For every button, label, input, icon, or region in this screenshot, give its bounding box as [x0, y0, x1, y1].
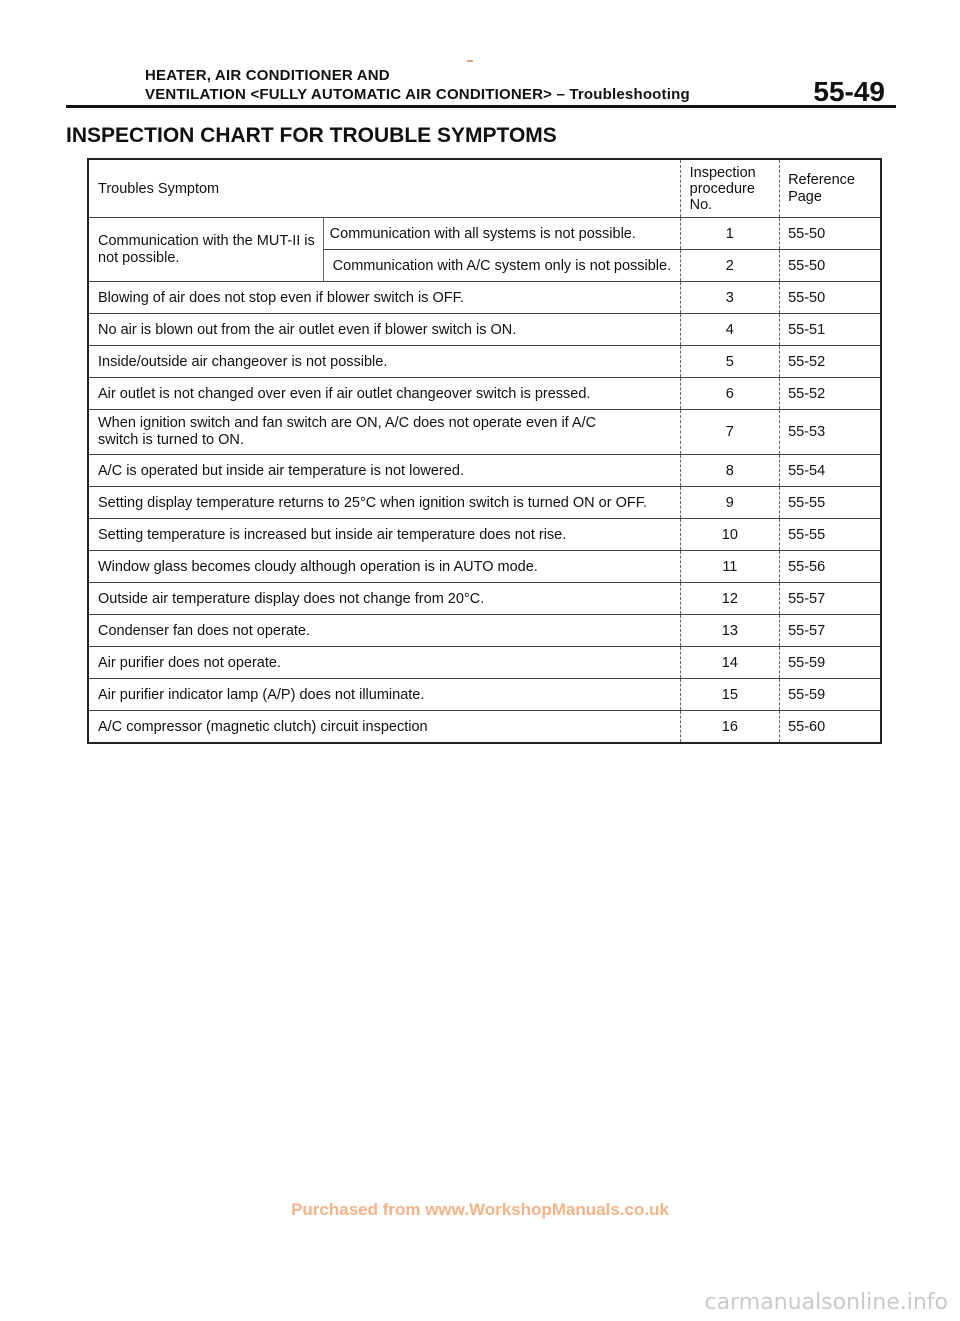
row-procedure: 8: [680, 455, 779, 487]
inspection-chart-table: [87, 158, 882, 744]
row-procedure: 1: [680, 218, 779, 250]
row-symptom: Air purifier indicator lamp (A/P) does not illuminate.: [88, 679, 680, 711]
row-procedure: 10: [680, 519, 779, 551]
row-symptom: No air is blown out from the air outlet even if blower switch is ON.: [88, 314, 680, 346]
row-reference: 55-55: [780, 519, 881, 551]
row-reference: 55-57: [780, 583, 881, 615]
row-symptom: A/C compressor (magnetic clutch) circuit inspection: [88, 711, 680, 744]
row-symptom: A/C is operated but inside air temperature is not lowered.: [88, 455, 680, 487]
row-reference: 55-50: [780, 250, 881, 282]
row-symptom: Outside air temperature display does not change from 20°C.: [88, 583, 680, 615]
print-mark: [467, 60, 473, 62]
table-row: [88, 378, 881, 410]
header-section-line2: VENTILATION <FULLY AUTOMATIC AIR CONDITIONER> – Troubleshooting: [145, 86, 690, 103]
table-row: [88, 314, 881, 346]
page-number: 55-49: [813, 76, 885, 107]
table-row: [88, 487, 881, 519]
row-procedure: 13: [680, 615, 779, 647]
row-procedure: 2: [680, 250, 779, 282]
row-symptom: Condenser fan does not operate.: [88, 615, 680, 647]
row-procedure: 14: [680, 647, 779, 679]
table-row: [88, 551, 881, 583]
row-symptom: Setting display temperature returns to 25°C when ignition switch is turned ON or OFF.: [88, 487, 680, 519]
row-symptom: Window glass becomes cloudy although operation is in AUTO mode.: [88, 551, 680, 583]
row-reference: 55-59: [780, 647, 881, 679]
header-rule: [66, 105, 896, 108]
row-procedure: 6: [680, 378, 779, 410]
row-symptom: Air outlet is not changed over even if air outlet changeover switch is pressed.: [88, 378, 680, 410]
table-row: [88, 218, 881, 250]
table-row: [88, 519, 881, 551]
row-symptom: Blowing of air does not stop even if blower switch is OFF.: [88, 282, 680, 314]
table-row: [88, 647, 881, 679]
row-symptom: Inside/outside air changeover is not possible.: [88, 346, 680, 378]
row-procedure: 4: [680, 314, 779, 346]
row-symptom: Communication with A/C system only is not possible.: [323, 250, 680, 282]
row-symptom: Setting temperature is increased but inside air temperature does not rise.: [88, 519, 680, 551]
table-row: [88, 615, 881, 647]
group-label-mut: Communication with the MUT-II is not possible.: [88, 218, 323, 282]
row-reference: 55-50: [780, 282, 881, 314]
row-reference: 55-54: [780, 455, 881, 487]
row-procedure: 16: [680, 711, 779, 744]
footer-purchase-note: Purchased from www.WorkshopManuals.co.uk: [291, 1200, 669, 1219]
row-reference: 55-51: [780, 314, 881, 346]
table-row: [88, 583, 881, 615]
row-procedure: 11: [680, 551, 779, 583]
row-reference: 55-56: [780, 551, 881, 583]
row-symptom: Air purifier does not operate.: [88, 647, 680, 679]
row-procedure: 9: [680, 487, 779, 519]
header-symptom: Troubles Symptom: [88, 159, 680, 218]
table-row: [88, 410, 881, 455]
header-reference: Reference Page: [780, 159, 881, 218]
table-row: [88, 679, 881, 711]
row-procedure: 5: [680, 346, 779, 378]
row-procedure: 3: [680, 282, 779, 314]
table-row: [88, 282, 881, 314]
table-row: [88, 455, 881, 487]
row-reference: 55-52: [780, 378, 881, 410]
row-procedure: 12: [680, 583, 779, 615]
header-procedure: Inspection procedure No.: [680, 159, 779, 218]
row-procedure: 7: [680, 410, 779, 455]
row-reference: 55-57: [780, 615, 881, 647]
page-title: INSPECTION CHART FOR TROUBLE SYMPTOMS: [66, 124, 557, 147]
row-reference: 55-60: [780, 711, 881, 744]
row-reference: 55-53: [780, 410, 881, 455]
table-row: [88, 346, 881, 378]
row-procedure: 15: [680, 679, 779, 711]
row-symptom: When ignition switch and fan switch are ON, A/C does not operate even if A/C switch is turned to ON.: [88, 410, 680, 455]
row-reference: 55-50: [780, 218, 881, 250]
table-row: [88, 711, 881, 744]
watermark: carmanualsonline.info: [704, 1290, 948, 1315]
table-header-row: [88, 159, 881, 218]
row-reference: 55-55: [780, 487, 881, 519]
row-reference: 55-52: [780, 346, 881, 378]
header-section-line1: HEATER, AIR CONDITIONER AND: [145, 67, 390, 84]
row-symptom: Communication with all systems is not possible.: [323, 218, 680, 250]
row-reference: 55-59: [780, 679, 881, 711]
